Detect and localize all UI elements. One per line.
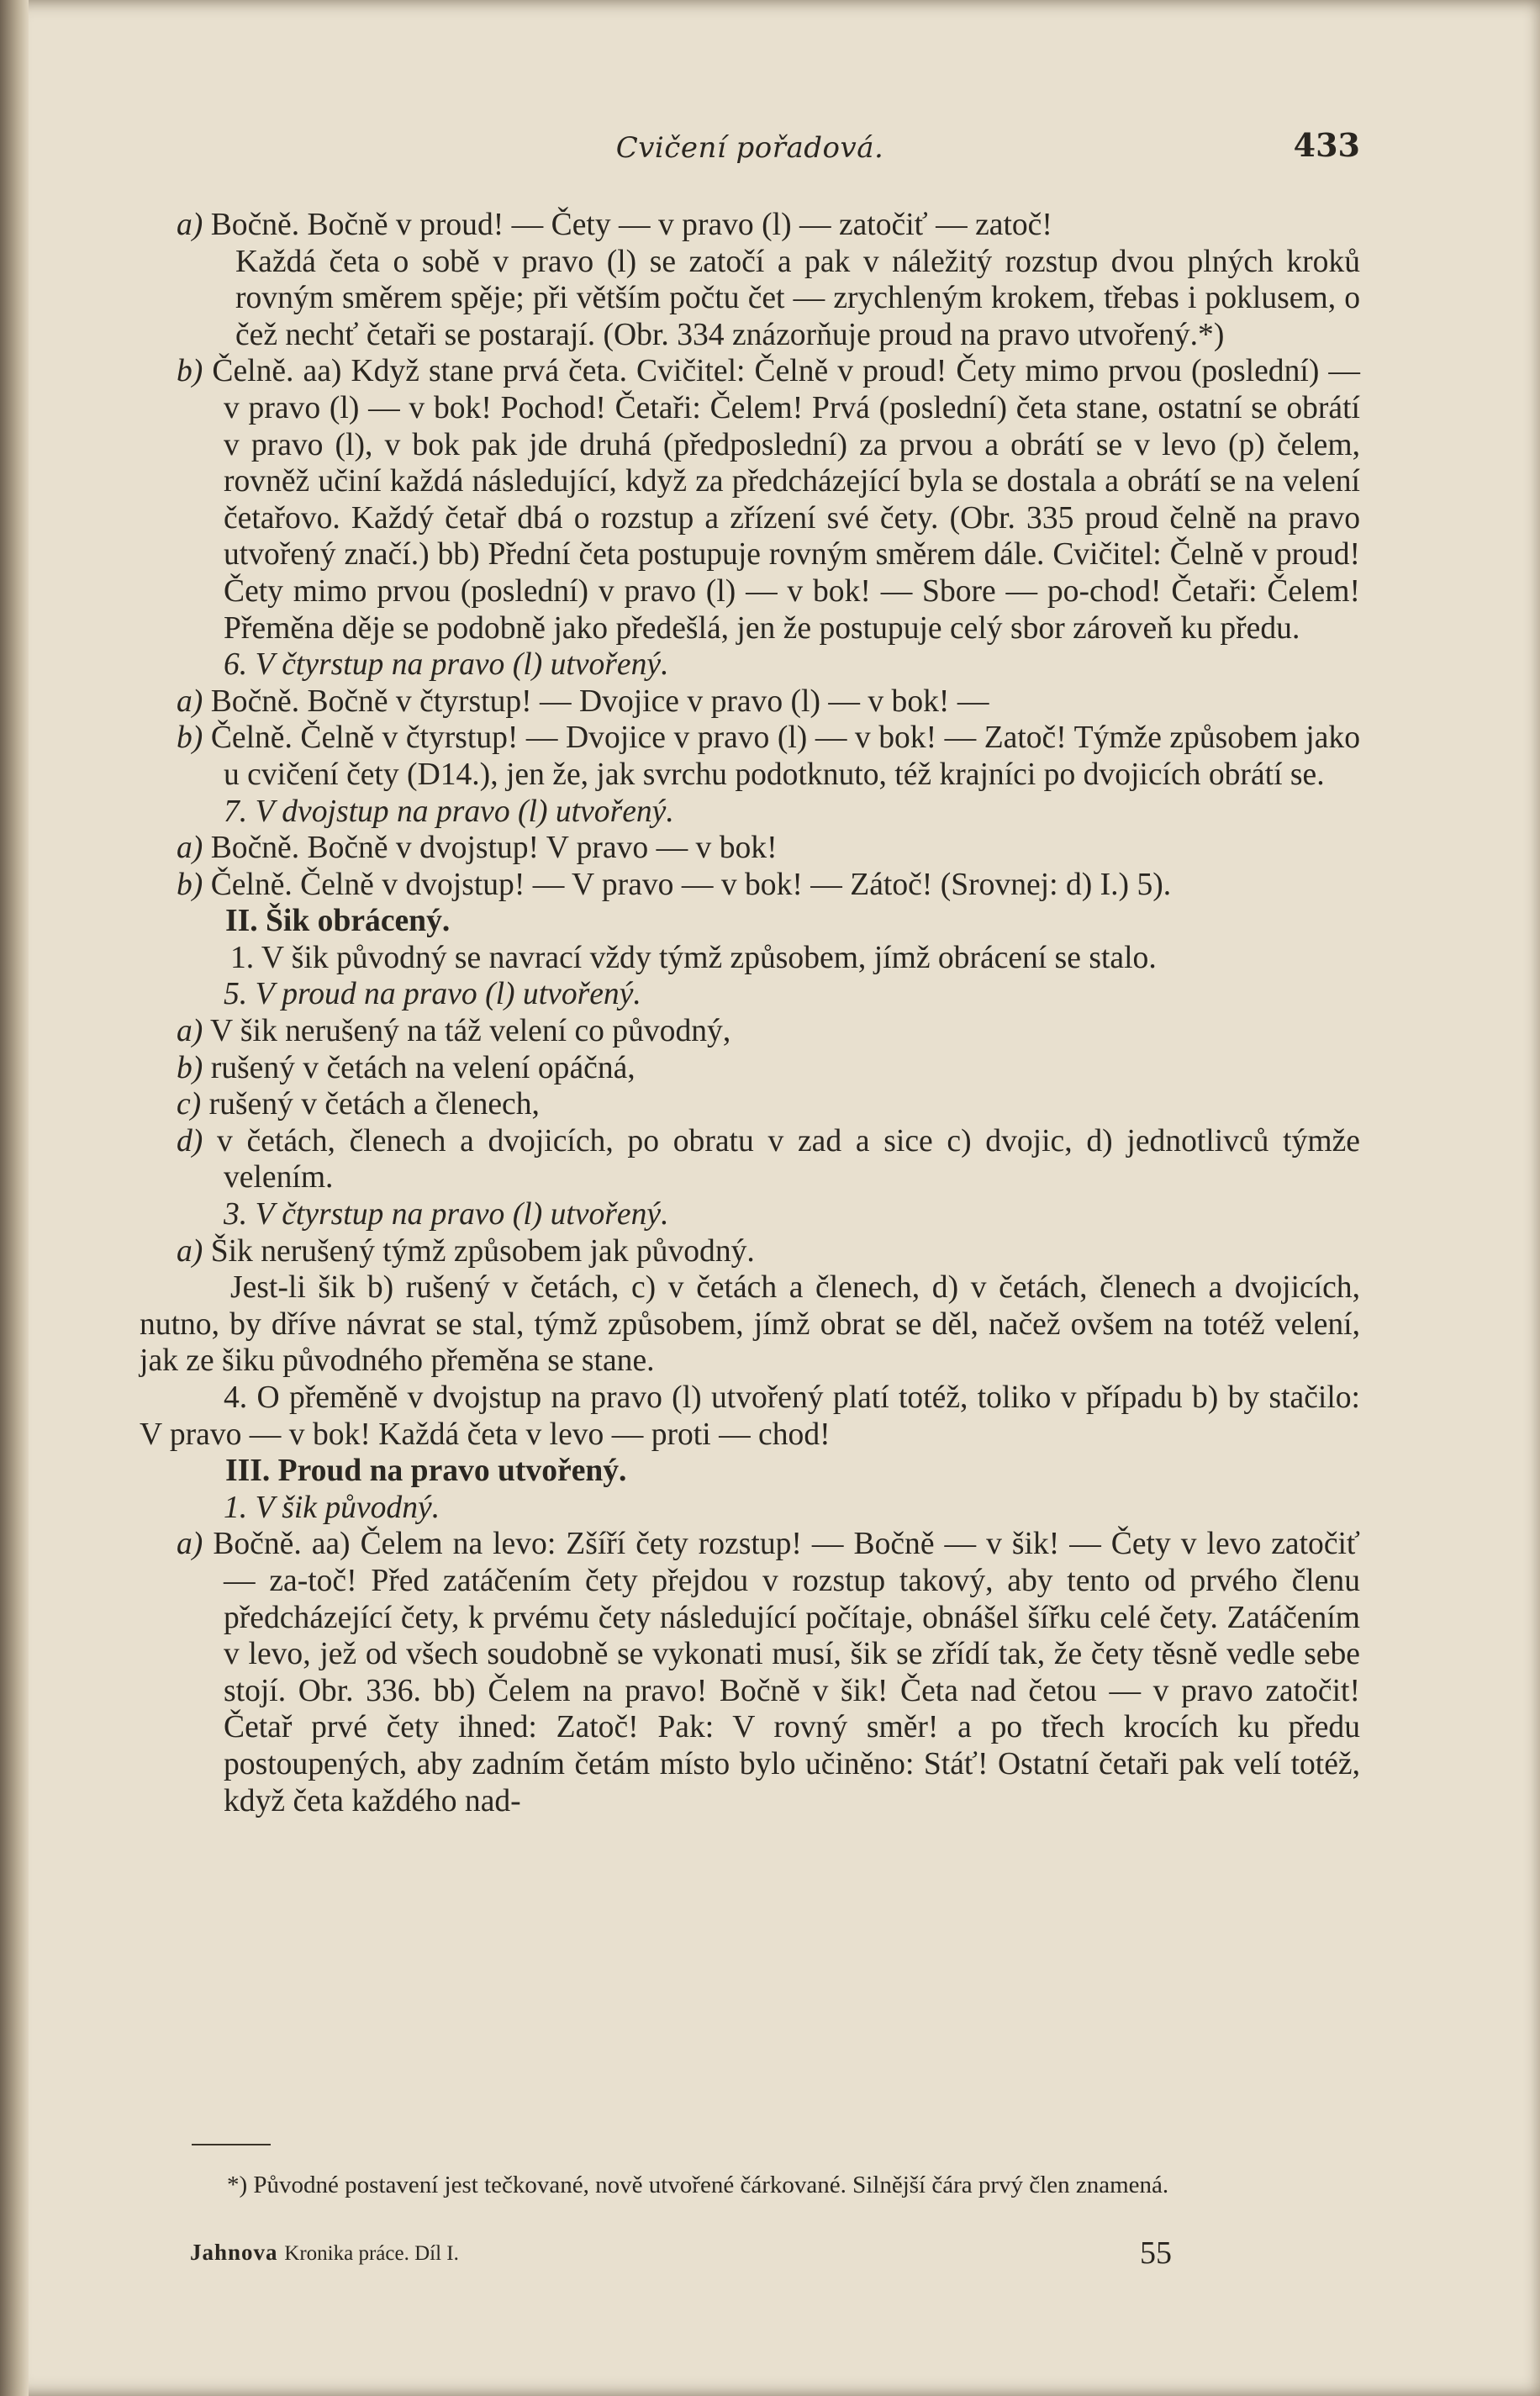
item-label: a) <box>177 683 203 719</box>
item-text: v četách, členech a dvojicích, po obratu v zad a sice c) dvojic, d) jednotlivců týmže velením. <box>217 1123 1360 1195</box>
paragraph-text: 4. O přeměně v dvojstup na pravo (l) utvořený platí totéž, toliko v případu b) by stačilo: V pravo — v bok! Každá četa v levo — proti — chod! <box>140 1380 1360 1452</box>
item-a-bocne <box>140 207 1360 244</box>
list-item <box>140 1123 1360 1196</box>
paragraph-text: 1. V šik původný se navrací vždy týmž způsobem, jímž obrácení se stalo. <box>230 940 1157 975</box>
list-item <box>140 1526 1360 1819</box>
item-text: Bočně. Bočně v proud! — Čety — v pravo (l) — zatočiť — zatoč! <box>210 208 1052 242</box>
item-text: Šik nerušený týmž způsobem jak původný. <box>210 1233 755 1269</box>
page-binding-shadow <box>0 0 29 2396</box>
item-text: Bočně. aa) Čelem na levo: Zšíří čety rozstup! — Bočně — v šik! — Čety v levo zatočiť — za-toč! Před zatáčením čety přejdou v rozstup takový, aby tento od prvého členu předcházející čety, k prvému čety následující počítaje, obnášel šířku celé čety. Zatáčením v levo, jež od všech soudobně se vykonati musí, šik se zřídí tak, že čety těsně vedle sebe stojí. Obr. 336. bb) Čelem na pravo! Bočně v šik! Četa nad četou — v pravo zatočit! Četař prvé čety ihned: Zatoč! Pak: V rovný směr! a po třech krocích ku předu postoupených, aby zadním četám místo bylo učiněno: Stáť! Ostatní četaři pak velí totéž, když četa každého nad- <box>213 1527 1360 1818</box>
signature-book: Kronika práce. Díl I. <box>284 2242 459 2265</box>
running-title: Cvičení pořadová. <box>615 131 884 165</box>
item-label: a) <box>177 208 203 242</box>
section-heading: II. Šik obrácený. <box>225 904 451 939</box>
list-item <box>140 720 1360 793</box>
list-item <box>140 1050 1360 1087</box>
item-text: rušený v četách a členech, <box>208 1087 540 1122</box>
item-label: a) <box>177 831 203 866</box>
item-text: Bočně. Bočně v dvojstup! V pravo — v bok! <box>210 831 778 866</box>
paragraph-text: Jest-li šik b) rušený v četách, c) v četách a členech, d) v četách, členech a dvojicích, nutno, by dříve návrat se stal, týmž způsobem, jímž obrat se děl, načež ovšem na totéž velení, jak ze šiku původného přeměna se stane. <box>140 1270 1360 1379</box>
section-heading: III. Proud na pravo utvořený. <box>225 1454 627 1489</box>
item-label: b) <box>177 1050 203 1085</box>
item-text: rušený v četách na velení opáčná, <box>210 1050 636 1085</box>
item-label: b) <box>177 720 203 756</box>
sheet-number: 55 <box>1140 2235 1172 2271</box>
list-item <box>140 1086 1360 1123</box>
list-item <box>140 1233 1360 1270</box>
item-label: c) <box>177 1087 202 1122</box>
item-label: b) <box>177 354 203 389</box>
item-text: Bočně. Bočně v čtyrstup! — Dvojice v pravo (l) — v bok! — <box>210 683 989 719</box>
body-text <box>140 207 1360 1819</box>
list-item <box>140 683 1360 720</box>
list-item <box>140 1013 1360 1050</box>
page-header <box>140 126 1360 177</box>
item-label: a) <box>177 1527 203 1562</box>
subsection-heading: 7. V dvojstup na pravo (l) utvořený. <box>224 794 674 829</box>
subsection-heading: 3. V čtyrstup na pravo (l) utvořený. <box>224 1197 669 1232</box>
page-number: 433 <box>1293 126 1360 164</box>
list-item <box>140 867 1360 904</box>
item-label: a) <box>177 1014 203 1049</box>
item-label: b) <box>177 867 203 902</box>
item-label: a) <box>177 1233 203 1269</box>
item-text: V šik nerušený na táž velení co původný, <box>210 1014 731 1049</box>
subsection-heading: 6. V čtyrstup na pravo (l) utvořený. <box>224 647 669 683</box>
paragraph-text: Každá četa o sobě v pravo (l) se zatočí a pak v náležitý rozstup dvou plných kroků rovným směrem spěje; při větším počtu čet — zrychleným krokem, třebas i poklusem, o čež nechť četaři se postarají. (Obr. 334 znázorňuje proud na pravo utvořený.*) <box>235 244 1360 352</box>
item-text: Čelně. aa) Když stane prvá četa. Cvičitel: Čelně v proud! Čety mimo prvou (poslední) — v pravo (l) — v bok! Pochod! Četaři: Čelem! Prvá (poslední) četa stane, ostatní se obrátí v pravo (l), v bok pak jde druhá (předposlední) za prvou a obrátí se v levo (p) čelem, rovněž učiní každá následující, když za předcházející byla se dostala a obrátí se na velení četařovo. Každý četař dbá o rozstup a zřízení své čety. (Obr. 335 proud čelně na pravo utvořený značí.) bb) Přední četa postupuje rovným směrem dále. Cvičitel: Čelně v proud! Čety mimo prvou (poslední) v pravo (l) — v bok! — Sbore — po-chod! Četaři: Čelem! Přeměna děje se podobně jako předešlá, jen že postupuje celý sbor zároveň ku předu. <box>212 354 1360 646</box>
item-text: Čelně. Čelně v čtyrstup! — Dvojice v pravo (l) — v bok! — Zatoč! Týmže způsobem jako u cvičení čety (D14.), jen že, jak svrchu podotknuto, též krajníci po dvojicích obrátí se. <box>210 720 1360 792</box>
item-b-celne <box>140 353 1360 646</box>
signature-author: Jahnova <box>190 2240 278 2265</box>
item-label: d) <box>177 1123 203 1158</box>
footnote <box>140 2169 1360 2201</box>
subsection-heading: 1. V šik původný. <box>224 1490 440 1525</box>
subsection-heading: 5. V proud na pravo (l) utvořený. <box>224 977 641 1012</box>
footnote-text: *) Původné postavení jest tečkované, nově utvořené čárkované. Silnější čára prvý člen znamená. <box>227 2172 1169 2198</box>
printer-signature <box>190 2240 459 2266</box>
footnote-divider <box>192 2144 271 2145</box>
list-item <box>140 830 1360 867</box>
item-text: Čelně. Čelně v dvojstup! — V pravo — v bok! — Zátoč! (Srovnej: d) I.) 5). <box>210 867 1172 902</box>
